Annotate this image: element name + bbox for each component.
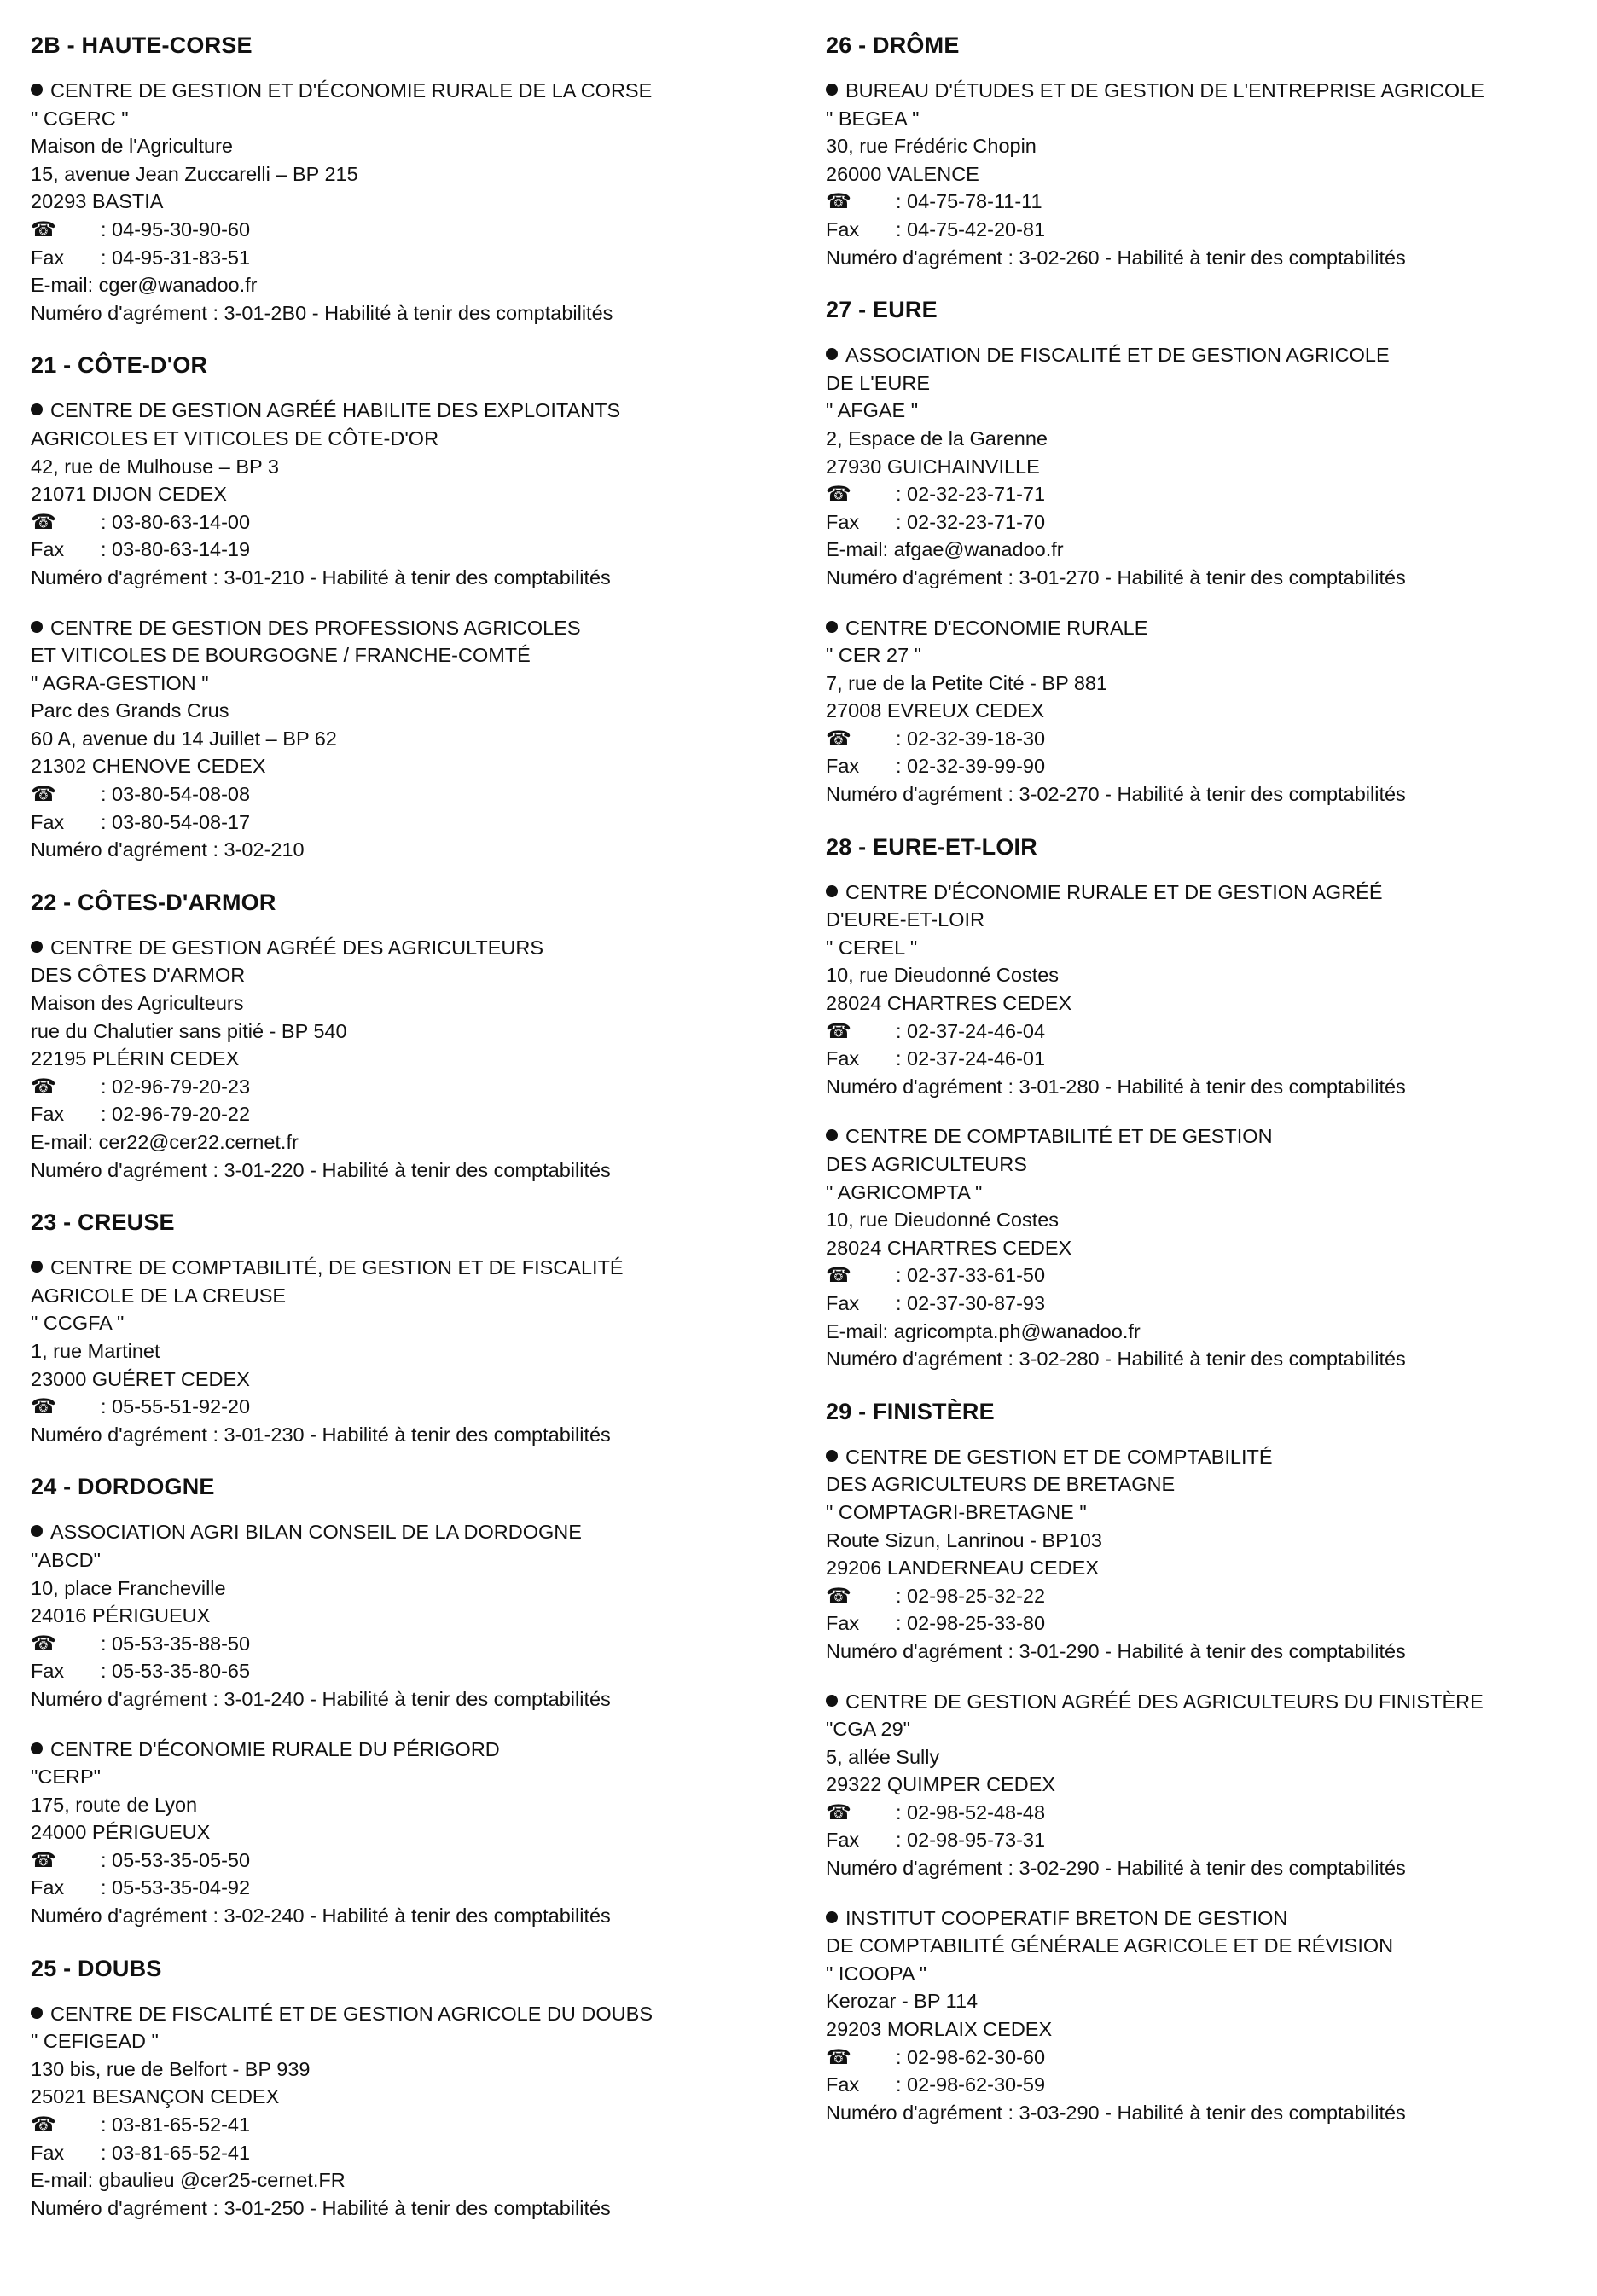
phone-number: : 03-80-63-14-00 <box>101 510 251 533</box>
address-line: 10, rue Dieudonné Costes <box>826 1209 1060 1232</box>
bullet-icon <box>31 621 43 633</box>
organization-name-line <box>826 906 1577 934</box>
phone-number: : 02-32-23-71-71 <box>896 483 1046 506</box>
department-heading: 23 - CREUSE <box>31 1209 175 1236</box>
address-line: 29203 MORLAIX CEDEX <box>826 2018 1053 2041</box>
email-line <box>31 1128 798 1157</box>
organization-name: CENTRE DE COMPTABILITÉ ET DE GESTION <box>845 1125 1273 1148</box>
address-line: 42, rue de Mulhouse – BP 3 <box>31 455 279 478</box>
fax-line <box>826 508 1577 536</box>
organization-name-line <box>31 425 798 453</box>
phone-line <box>31 2111 798 2139</box>
email-address: : agricompta.ph@wanadoo.fr <box>882 1319 1141 1342</box>
organization-name: CENTRE DE GESTION DES PROFESSIONS AGRICOLES <box>50 616 581 639</box>
phone-line <box>826 1582 1577 1610</box>
department-heading: 21 - CÔTE-D'OR <box>31 352 208 379</box>
fax-label: Fax <box>826 1829 860 1852</box>
phone-number: : 03-81-65-52-41 <box>101 2113 251 2137</box>
email-line <box>826 1318 1577 1346</box>
telephone-icon: ☎ <box>31 783 56 807</box>
organization-name-line <box>826 1932 1577 1960</box>
address-line: " AGRA-GESTION " <box>31 671 209 694</box>
organization-name-line <box>31 77 798 105</box>
fax-line <box>31 809 798 837</box>
organization-entry <box>31 934 798 1184</box>
telephone-icon: ☎ <box>826 1264 851 1288</box>
agrement-line: Numéro d'agrément : 3-01-230 - Habilité à tenir des comptabilités <box>31 1423 611 1446</box>
fax-number: : 02-32-23-71-70 <box>896 510 1046 533</box>
organization-name: CENTRE D'ÉCONOMIE RURALE DU PÉRIGORD <box>50 1737 500 1760</box>
address-line: 24000 PÉRIGUEUX <box>31 1821 211 1844</box>
phone-number: : 02-96-79-20-23 <box>101 1075 251 1098</box>
email-address: : afgae@wanadoo.fr <box>882 538 1064 561</box>
organization-name-line <box>31 1736 798 1764</box>
organization-name: ASSOCIATION AGRI BILAN CONSEIL DE LA DORDOGNE <box>50 1521 582 1544</box>
email-line <box>826 536 1577 564</box>
address-line: 26000 VALENCE <box>826 162 979 185</box>
address-line: 30, rue Frédéric Chopin <box>826 135 1037 158</box>
address-line: 28024 CHARTRES CEDEX <box>826 992 1072 1015</box>
agrement-line: Numéro d'agrément : 3-01-2B0 - Habilité à tenir des comptabilités <box>31 301 613 324</box>
address-line: 27008 EVREUX CEDEX <box>826 699 1045 722</box>
department-heading: 22 - CÔTES-D'ARMOR <box>31 889 276 915</box>
fax-label: Fax <box>826 755 860 778</box>
department-heading: 25 - DOUBS <box>31 1955 162 1981</box>
telephone-icon: ☎ <box>826 727 851 751</box>
organization-name-line <box>31 2000 798 2028</box>
address-line: 29322 QUIMPER CEDEX <box>826 1773 1056 1796</box>
address-line: 10, rue Dieudonné Costes <box>826 964 1060 987</box>
telephone-icon: ☎ <box>31 1075 56 1099</box>
phone-line <box>31 1847 798 1875</box>
organization-name-line <box>826 77 1577 105</box>
organization-name: CENTRE DE GESTION AGRÉÉ DES AGRICULTEURS DU FINISTÈRE <box>845 1690 1484 1713</box>
organization-name-line <box>826 1688 1577 1716</box>
phone-line <box>31 1393 798 1421</box>
organization-name-line <box>826 1443 1577 1471</box>
address-line: " COMPTAGRI-BRETAGNE " <box>826 1500 1087 1523</box>
phone-line <box>826 1018 1577 1046</box>
organization-name: CENTRE DE GESTION ET DE COMPTABILITÉ <box>845 1445 1273 1468</box>
bullet-icon <box>31 2007 43 2019</box>
bullet-icon <box>826 84 838 96</box>
department-section <box>31 890 798 1184</box>
organization-name-line <box>31 1518 798 1546</box>
telephone-icon: ☎ <box>31 1848 56 1872</box>
address-line: "ABCD" <box>31 1548 101 1571</box>
email-label: E-mail <box>31 1131 88 1153</box>
agrement-line: Numéro d'agrément : 3-03-290 - Habilité à tenir des comptabilités <box>826 2101 1406 2124</box>
organization-entry <box>826 1443 1577 1666</box>
organization-name-line <box>31 1282 798 1310</box>
phone-number: : 03-80-54-08-08 <box>101 783 251 806</box>
organization-name: AGRICOLE DE LA CREUSE <box>31 1284 287 1307</box>
address-line: Maison des Agriculteurs <box>31 992 244 1015</box>
bullet-icon <box>31 1742 43 1754</box>
department-section <box>31 32 798 327</box>
organization-name-line <box>826 614 1577 642</box>
phone-number: : 02-37-33-61-50 <box>896 1264 1046 1287</box>
department-heading: 27 - EURE <box>826 297 938 323</box>
fax-line <box>31 1100 798 1128</box>
organization-name: CENTRE DE COMPTABILITÉ, DE GESTION ET DE FISCALITÉ <box>50 1256 624 1279</box>
address-line: 60 A, avenue du 14 Juillet – BP 62 <box>31 727 337 750</box>
phone-line <box>826 1261 1577 1290</box>
agrement-line: Numéro d'agrément : 3-02-280 - Habilité à tenir des comptabilités <box>826 1348 1406 1371</box>
address-line: " CER 27 " <box>826 644 922 667</box>
address-line: " CGERC " <box>31 107 129 130</box>
telephone-icon: ☎ <box>826 190 851 214</box>
fax-number: : 05-53-35-80-65 <box>101 1660 251 1683</box>
department-section <box>826 1399 1577 2127</box>
address-line: "CGA 29" <box>826 1718 910 1741</box>
phone-line <box>31 780 798 809</box>
phone-number: : 04-75-78-11-11 <box>896 190 1042 213</box>
address-line: 23000 GUÉRET CEDEX <box>31 1367 250 1390</box>
organization-name: DES CÔTES D'ARMOR <box>31 964 246 987</box>
organization-name-line <box>31 961 798 989</box>
organization-name-line <box>31 1254 798 1282</box>
agrement-line: Numéro d'agrément : 3-01-210 - Habilité à tenir des comptabilités <box>31 565 611 588</box>
organization-name: AGRICOLES ET VITICOLES DE CÔTE-D'OR <box>31 426 439 449</box>
telephone-icon: ☎ <box>826 1019 851 1043</box>
address-line: 2, Espace de la Garenne <box>826 426 1048 449</box>
organization-entry <box>826 1122 1577 1372</box>
email-label: E-mail <box>826 538 883 561</box>
telephone-icon: ☎ <box>826 1800 851 1824</box>
telephone-icon: ☎ <box>31 1632 56 1655</box>
telephone-icon: ☎ <box>826 483 851 507</box>
agrement-line: Numéro d'agrément : 3-02-260 - Habilité à tenir des comptabilités <box>826 246 1406 269</box>
phone-number: : 05-53-35-88-50 <box>101 1632 251 1655</box>
fax-line <box>826 1609 1577 1638</box>
organization-entry <box>31 2000 798 2223</box>
bullet-icon <box>826 621 838 633</box>
bullet-icon <box>31 1261 43 1273</box>
organization-name: CENTRE DE GESTION ET D'ÉCONOMIE RURALE DE LA CORSE <box>50 79 653 101</box>
fax-number: : 02-37-30-87-93 <box>896 1291 1046 1314</box>
email-label: E-mail <box>31 274 88 297</box>
organization-name: ASSOCIATION DE FISCALITÉ ET DE GESTION AGRICOLE <box>845 344 1390 367</box>
address-line: 7, rue de la Petite Cité - BP 881 <box>826 671 1108 694</box>
organization-entry <box>826 1688 1577 1882</box>
agrement-line: Numéro d'agrément : 3-01-240 - Habilité à tenir des comptabilités <box>31 1687 611 1710</box>
telephone-icon: ☎ <box>826 2045 851 2069</box>
organization-name: ET VITICOLES DE BOURGOGNE / FRANCHE-COMTÉ <box>31 644 531 667</box>
fax-number: : 02-32-39-99-90 <box>896 755 1046 778</box>
address-line: Parc des Grands Crus <box>31 699 229 722</box>
agrement-line: Numéro d'agrément : 3-01-290 - Habilité à tenir des comptabilités <box>826 1639 1406 1662</box>
address-line: 175, route de Lyon <box>31 1793 198 1816</box>
department-section <box>31 352 798 864</box>
fax-label: Fax <box>826 1047 860 1070</box>
organization-entry <box>31 397 798 591</box>
department-section <box>826 834 1577 1373</box>
organization-name-line <box>826 1470 1577 1499</box>
phone-line <box>826 480 1577 508</box>
phone-number: : 04-95-30-90-60 <box>101 217 251 241</box>
address-line: 5, allée Sully <box>826 1745 940 1768</box>
telephone-icon: ☎ <box>826 1584 851 1608</box>
left-column <box>31 32 798 2247</box>
email-address: : cer22@cer22.cernet.fr <box>87 1131 299 1153</box>
department-section <box>31 1474 798 1929</box>
address-line: 15, avenue Jean Zuccarelli – BP 215 <box>31 162 358 185</box>
phone-line <box>826 188 1577 216</box>
email-line <box>31 2166 798 2195</box>
address-line: 1, rue Martinet <box>31 1339 160 1362</box>
fax-line <box>826 216 1577 244</box>
agrement-line: Numéro d'agrément : 3-02-270 - Habilité à tenir des comptabilités <box>826 783 1406 806</box>
bullet-icon <box>826 1911 838 1923</box>
fax-line <box>826 1290 1577 1318</box>
phone-number: : 02-37-24-46-04 <box>896 1019 1046 1042</box>
department-section <box>31 1956 798 2223</box>
organization-name: CENTRE D'ÉCONOMIE RURALE ET DE GESTION AGRÉÉ <box>845 880 1383 903</box>
bullet-icon <box>826 1450 838 1462</box>
fax-number: : 03-80-63-14-19 <box>101 538 251 561</box>
organization-entry <box>826 341 1577 591</box>
fax-number: : 02-96-79-20-22 <box>101 1103 251 1126</box>
email-address: : cger@wanadoo.fr <box>87 274 258 297</box>
address-line: Route Sizun, Lanrinou - BP103 <box>826 1528 1102 1551</box>
fax-line <box>826 1045 1577 1073</box>
fax-label: Fax <box>826 2073 860 2096</box>
agrement-line: Numéro d'agrément : 3-01-220 - Habilité à tenir des comptabilités <box>31 1158 611 1181</box>
phone-number: : 05-55-51-92-20 <box>101 1395 251 1418</box>
phone-line <box>31 216 798 244</box>
fax-line <box>31 1657 798 1685</box>
organization-name: DE COMPTABILITÉ GÉNÉRALE AGRICOLE ET DE RÉVISION <box>826 1934 1394 1957</box>
organization-entry <box>826 77 1577 271</box>
phone-line <box>826 2044 1577 2072</box>
fax-line <box>31 536 798 564</box>
email-address: : gbaulieu @cer25-cernet.FR <box>87 2169 346 2192</box>
department-heading: 26 - DRÔME <box>826 32 960 58</box>
organization-entry <box>826 614 1577 809</box>
organization-entry <box>826 1905 1577 2127</box>
organization-name: DE L'EURE <box>826 371 931 394</box>
fax-line <box>826 752 1577 780</box>
phone-line <box>31 1073 798 1101</box>
fax-number: : 02-98-95-73-31 <box>896 1829 1046 1852</box>
address-line: Maison de l'Agriculture <box>31 135 233 158</box>
fax-number: : 02-98-25-33-80 <box>896 1612 1046 1635</box>
fax-number: : 03-80-54-08-17 <box>101 810 251 833</box>
department-heading: 2B - HAUTE-CORSE <box>31 32 253 58</box>
address-line: 130 bis, rue de Belfort - BP 939 <box>31 2057 311 2080</box>
fax-line <box>826 1826 1577 1854</box>
bullet-icon <box>826 885 838 897</box>
fax-number: : 05-53-35-04-92 <box>101 1876 251 1899</box>
phone-line <box>826 725 1577 753</box>
bullet-icon <box>826 1129 838 1141</box>
agrement-line: Numéro d'agrément : 3-01-280 - Habilité à tenir des comptabilités <box>826 1075 1406 1098</box>
address-line: " ICOOPA " <box>826 1962 927 1985</box>
organization-name-line <box>826 1122 1577 1151</box>
bullet-icon <box>31 941 43 953</box>
address-line: 21071 DIJON CEDEX <box>31 483 227 506</box>
organization-name: INSTITUT COOPERATIF BRETON DE GESTION <box>845 1906 1288 1929</box>
address-line: 24016 PÉRIGUEUX <box>31 1604 211 1627</box>
organization-name-line <box>31 614 798 642</box>
organization-entry <box>31 1254 798 1448</box>
organization-name-line <box>826 1151 1577 1179</box>
organization-entry <box>31 77 798 327</box>
organization-entry <box>31 1736 798 1930</box>
organization-name-line <box>31 641 798 670</box>
bullet-icon <box>826 1695 838 1707</box>
bullet-icon <box>31 403 43 415</box>
phone-number: : 02-32-39-18-30 <box>896 727 1046 750</box>
phone-number: : 02-98-62-30-60 <box>896 2045 1046 2068</box>
fax-number: : 04-95-31-83-51 <box>101 246 251 269</box>
department-heading: 29 - FINISTÈRE <box>826 1398 995 1424</box>
fax-label: Fax <box>826 510 860 533</box>
address-line: " BEGEA " <box>826 107 920 130</box>
organization-name-line <box>826 1905 1577 1933</box>
phone-number: : 02-98-52-48-48 <box>896 1800 1046 1823</box>
address-line: 25021 BESANÇON CEDEX <box>31 2085 280 2108</box>
telephone-icon: ☎ <box>31 1395 56 1419</box>
fax-label: Fax <box>826 1612 860 1635</box>
organization-name: DES AGRICULTEURS DE BRETAGNE <box>826 1473 1176 1496</box>
address-line: " AFGAE " <box>826 399 919 422</box>
organization-name: CENTRE DE FISCALITÉ ET DE GESTION AGRICOLE DU DOUBS <box>50 2002 653 2025</box>
fax-line <box>826 2071 1577 2099</box>
bullet-icon <box>31 84 43 96</box>
organization-name: CENTRE DE GESTION AGRÉÉ DES AGRICULTEURS <box>50 936 544 959</box>
organization-name: BUREAU D'ÉTUDES ET DE GESTION DE L'ENTREPRISE AGRICOLE <box>845 79 1484 101</box>
fax-line <box>31 1874 798 1902</box>
bullet-icon <box>826 348 838 360</box>
organization-name-line <box>31 397 798 425</box>
address-line: 28024 CHARTRES CEDEX <box>826 1236 1072 1259</box>
address-line: 27930 GUICHAINVILLE <box>826 455 1040 478</box>
agrement-line: Numéro d'agrément : 3-02-290 - Habilité à tenir des comptabilités <box>826 1857 1406 1880</box>
address-line: " CEFIGEAD " <box>31 2030 159 2053</box>
organization-entry <box>31 614 798 864</box>
address-line: 21302 CHENOVE CEDEX <box>31 755 266 778</box>
fax-number: : 03-81-65-52-41 <box>101 2141 251 2164</box>
organization-name-line <box>826 369 1577 397</box>
organization-name-line <box>31 934 798 962</box>
phone-line <box>826 1799 1577 1827</box>
telephone-icon: ☎ <box>31 2113 56 2137</box>
fax-label: Fax <box>826 217 860 241</box>
agrement-line: Numéro d'agrément : 3-01-270 - Habilité à tenir des comptabilités <box>826 565 1406 588</box>
phone-number: : 02-98-25-32-22 <box>896 1584 1046 1607</box>
address-line: rue du Chalutier sans pitié - BP 540 <box>31 1019 347 1042</box>
fax-label: Fax <box>826 1291 860 1314</box>
organization-name: DES AGRICULTEURS <box>826 1153 1027 1175</box>
agrement-line: Numéro d'agrément : 3-02-210 <box>31 838 305 861</box>
fax-number: : 02-37-24-46-01 <box>896 1047 1046 1070</box>
fax-number: : 04-75-42-20-81 <box>896 217 1046 241</box>
department-heading: 24 - DORDOGNE <box>31 1474 215 1500</box>
fax-label: Fax <box>31 810 65 833</box>
address-line: Kerozar - BP 114 <box>826 1990 979 2013</box>
address-line: 20293 BASTIA <box>31 190 164 213</box>
organization-entry <box>31 1518 798 1713</box>
fax-label: Fax <box>31 246 65 269</box>
department-section <box>31 1209 798 1448</box>
fax-label: Fax <box>31 1103 65 1126</box>
phone-line <box>31 508 798 536</box>
address-line: " AGRICOMPTA " <box>826 1180 983 1203</box>
right-column <box>826 32 1577 2152</box>
department-heading: 28 - EURE-ET-LOIR <box>826 833 1037 860</box>
organization-name-line <box>826 341 1577 369</box>
fax-label: Fax <box>31 538 65 561</box>
fax-number: : 02-98-62-30-59 <box>896 2073 1046 2096</box>
email-line <box>31 271 798 299</box>
fax-line <box>31 244 798 272</box>
organization-name: CENTRE DE GESTION AGRÉÉ HABILITE DES EXPLOITANTS <box>50 399 621 422</box>
telephone-icon: ☎ <box>31 510 56 534</box>
department-section <box>826 32 1577 271</box>
agrement-line: Numéro d'agrément : 3-01-250 - Habilité à tenir des comptabilités <box>31 2196 611 2219</box>
bullet-icon <box>31 1525 43 1537</box>
fax-label: Fax <box>31 2141 65 2164</box>
address-line: 10, place Francheville <box>31 1576 226 1599</box>
address-line: 22195 PLÉRIN CEDEX <box>31 1047 240 1070</box>
organization-name: CENTRE D'ECONOMIE RURALE <box>845 616 1148 639</box>
address-line: " CEREL " <box>826 936 918 959</box>
fax-label: Fax <box>31 1660 65 1683</box>
email-label: E-mail <box>31 2169 88 2192</box>
organization-name: D'EURE-ET-LOIR <box>826 908 984 931</box>
email-label: E-mail <box>826 1319 883 1342</box>
organization-name-line <box>826 878 1577 907</box>
address-line: " CCGFA " <box>31 1312 125 1335</box>
fax-line <box>31 2139 798 2167</box>
department-section <box>826 297 1577 809</box>
telephone-icon: ☎ <box>31 217 56 241</box>
phone-line <box>31 1630 798 1658</box>
address-line: "CERP" <box>31 1765 101 1789</box>
organization-entry <box>826 878 1577 1101</box>
phone-number: : 05-53-35-05-50 <box>101 1848 251 1871</box>
address-line: 29206 LANDERNEAU CEDEX <box>826 1557 1099 1580</box>
agrement-line: Numéro d'agrément : 3-02-240 - Habilité à tenir des comptabilités <box>31 1905 611 1928</box>
fax-label: Fax <box>31 1876 65 1899</box>
